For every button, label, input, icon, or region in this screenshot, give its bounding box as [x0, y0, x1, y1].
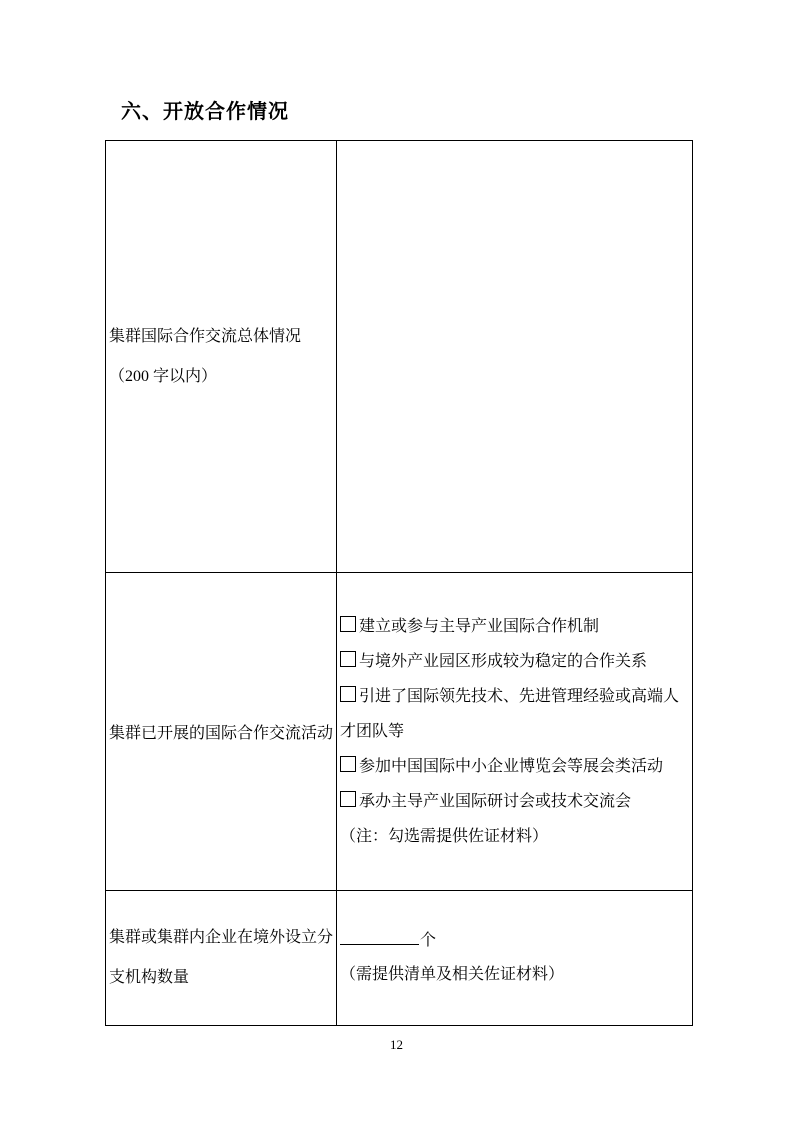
checkbox-icon[interactable]: [340, 651, 356, 667]
checkbox-label: 建立或参与主导产业国际合作机制: [359, 618, 600, 635]
branch-count-fill-line: [340, 924, 689, 958]
checkbox-item: [340, 749, 689, 784]
checkbox-item: [340, 609, 689, 644]
checkbox-label: 承办主导产业国际研讨会或技术交流会: [359, 793, 632, 810]
table-row-overseas-branches: [106, 891, 693, 1026]
overall-situation-label-line2: （200 字以内）: [109, 367, 218, 385]
section-heading: 六、开放合作情况: [121, 101, 289, 123]
overseas-branches-value-cell: [337, 891, 693, 1026]
overseas-branches-label: 集群或集群内企业在境外设立分支机构数量: [109, 929, 334, 986]
overseas-branches-note: （需提供清单及相关佐证材料）: [340, 966, 565, 983]
checkbox-icon[interactable]: [340, 686, 356, 702]
page-number: 12: [390, 1037, 403, 1052]
checkbox-icon[interactable]: [340, 756, 356, 772]
table-row-overall-situation: [106, 141, 693, 573]
table-row-cooperation-activities: [106, 573, 693, 891]
overall-situation-label-line1: 集群国际合作交流总体情况: [109, 327, 302, 345]
checkbox-item: [340, 679, 689, 749]
checkbox-note: （注：勾选需提供佐证材料）: [340, 828, 549, 845]
overall-situation-label-cell: [106, 141, 337, 573]
checkbox-label: 引进了国际领先技术、先进管理经验或高端人才团队等: [340, 688, 680, 740]
checkbox-item: [340, 784, 689, 819]
checkbox-item: [340, 644, 689, 679]
blank-underline[interactable]: [340, 929, 419, 945]
cooperation-activities-label: 集群已开展的国际合作交流活动: [109, 725, 334, 742]
checkbox-icon[interactable]: [340, 616, 356, 632]
cooperation-activities-label-cell: [106, 573, 337, 891]
checkbox-label: 与境外产业园区形成较为稳定的合作关系: [359, 653, 648, 670]
unit-label: 个: [420, 932, 437, 949]
overall-situation-input-area[interactable]: [337, 141, 693, 573]
checkbox-label: 参加中国国际中小企业博览会等展会类活动: [359, 758, 664, 775]
open-cooperation-table: [105, 140, 693, 1026]
cooperation-activities-options-cell: [337, 573, 693, 891]
checkbox-icon[interactable]: [340, 791, 356, 807]
overseas-branches-label-cell: [106, 891, 337, 1026]
